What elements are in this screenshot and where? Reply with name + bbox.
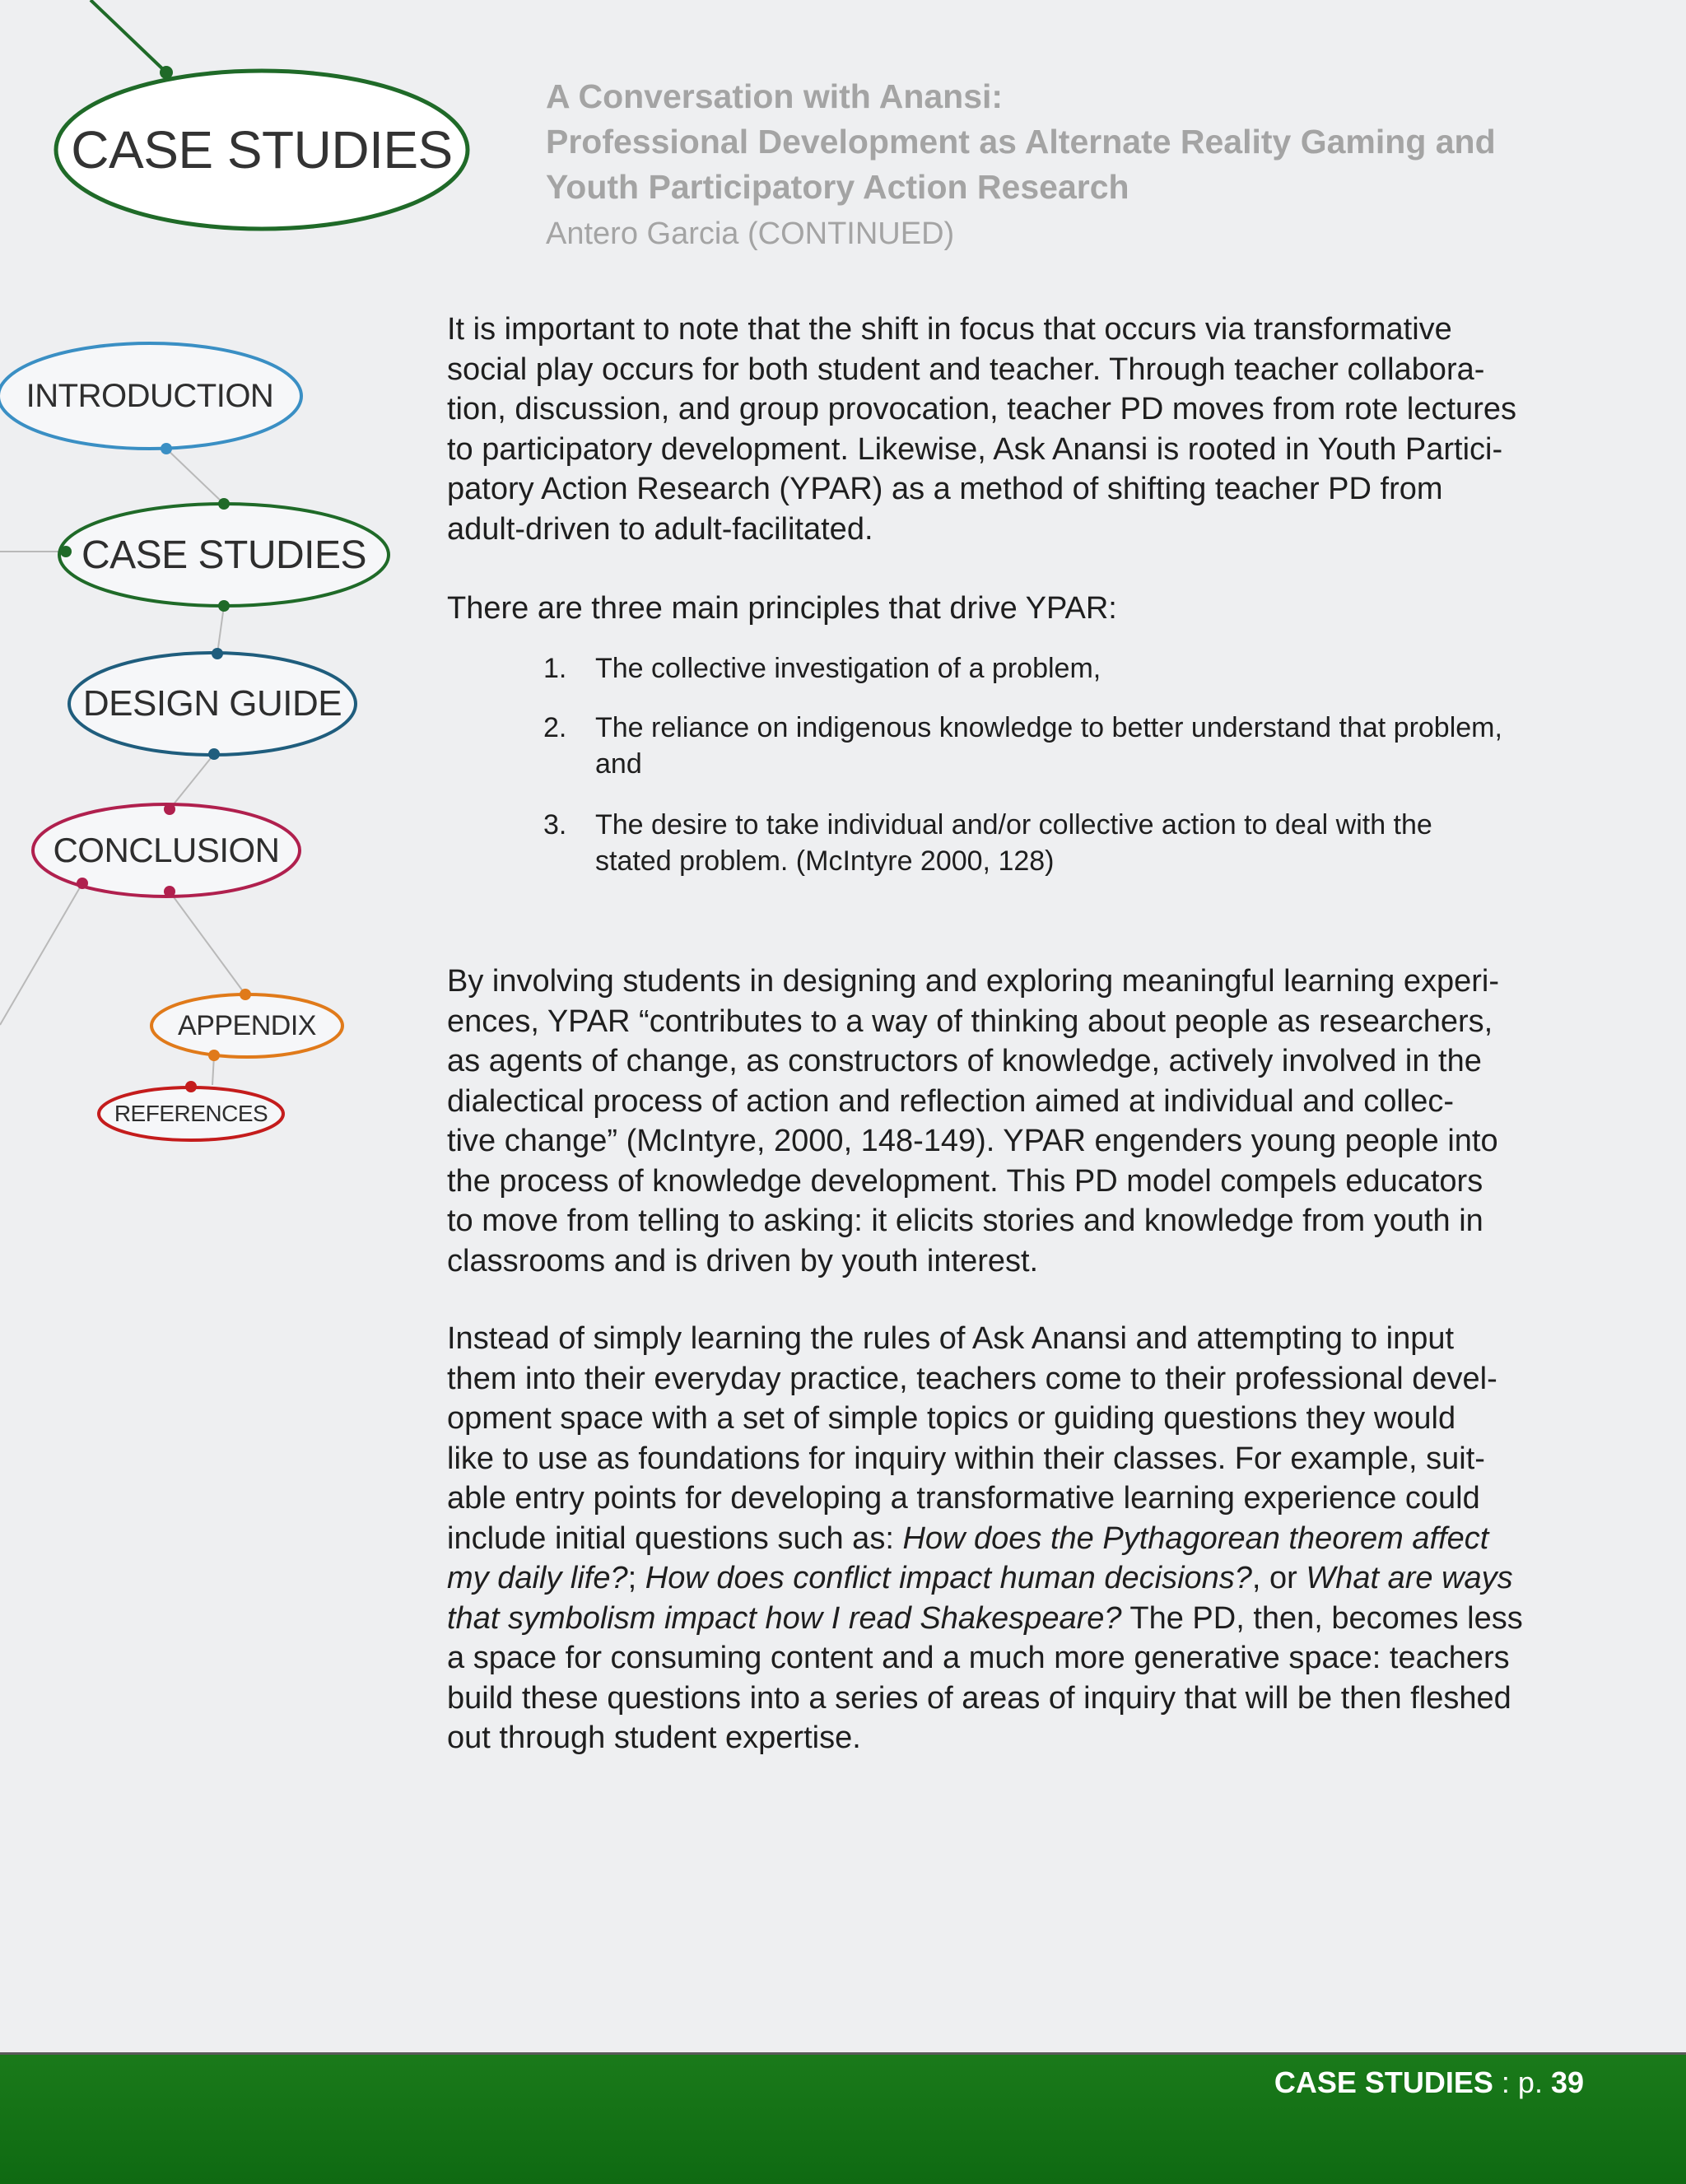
footer-section: CASE STUDIES bbox=[1274, 2065, 1493, 2099]
list-text: The desire to take individual and/or collective action to deal with the bbox=[595, 809, 1432, 841]
nav-appendix[interactable]: APPENDIX bbox=[178, 1009, 316, 1041]
list-number: 1. bbox=[543, 653, 567, 684]
list-number: 2. bbox=[543, 712, 567, 743]
italic-question: that symbolism impact how I read Shakespeare? bbox=[447, 1600, 1122, 1636]
article-title-line-3: Youth Participatory Action Research bbox=[546, 168, 1129, 206]
article-author: Antero Garcia (CONTINUED) bbox=[546, 217, 955, 251]
text-line: By involving students in designing and exploring meaningful learning experi- bbox=[447, 964, 1500, 999]
node-dot bbox=[212, 648, 223, 659]
text-line: Instead of simply learning the rules of Ask Anansi and attempting to input bbox=[447, 1321, 1455, 1356]
list-text: stated problem. (McIntyre 2000, 128) bbox=[595, 845, 1055, 877]
text-run: The PD, then, becomes less bbox=[1121, 1600, 1523, 1636]
article-title-line-2: Professional Development as Alternate Reality Gaming and bbox=[546, 123, 1496, 161]
footer-separator: : p. bbox=[1493, 2065, 1551, 2099]
text-run: , or bbox=[1251, 1561, 1306, 1595]
text-line: It is important to note that the shift in focus that occurs via transformative bbox=[447, 312, 1452, 347]
list-text: The collective investigation of a problem, bbox=[595, 653, 1101, 684]
node-dot bbox=[208, 1050, 220, 1061]
text-line: able entry points for developing a transformative learning experience could bbox=[447, 1481, 1480, 1516]
text-line: social play occurs for both student and teacher. Through teacher collabora- bbox=[447, 352, 1485, 387]
text-line: opment space with a set of simple topics or guiding questions they would bbox=[447, 1401, 1456, 1436]
list-number: 3. bbox=[543, 809, 567, 841]
text-line: classrooms and is driven by youth interest. bbox=[447, 1243, 1039, 1278]
node-dot bbox=[160, 66, 173, 79]
node-dot bbox=[164, 803, 175, 815]
footer-page-label bbox=[1274, 2065, 1584, 2101]
node-dot bbox=[77, 878, 88, 889]
node-dot bbox=[218, 600, 230, 612]
connector-line bbox=[0, 883, 82, 1025]
text-line: out through student expertise. bbox=[447, 1721, 861, 1755]
text-line: ences, YPAR “contributes to a way of thinking about people as researchers, bbox=[447, 1004, 1493, 1039]
node-dot bbox=[161, 443, 172, 454]
nav-case-studies[interactable]: CASE STUDIES bbox=[81, 533, 367, 577]
text-line: like to use as foundations for inquiry within their classes. For example, suit- bbox=[447, 1441, 1485, 1476]
nav-introduction[interactable]: INTRODUCTION bbox=[26, 377, 274, 414]
text-line: adult-driven to adult-facilitated. bbox=[447, 511, 873, 547]
article-title-line-1: A Conversation with Anansi: bbox=[546, 77, 1004, 115]
text-line: as agents of change, as constructors of knowledge, actively involved in the bbox=[447, 1044, 1482, 1078]
text-line: build these questions into a series of areas of inquiry that will be then fleshed bbox=[447, 1680, 1511, 1716]
node-dot bbox=[240, 989, 251, 1000]
italic-question: What are ways bbox=[1306, 1561, 1513, 1595]
paragraph-4 bbox=[447, 1319, 1600, 1758]
nav-references[interactable]: REFERENCES bbox=[114, 1101, 268, 1126]
nav-design-guide[interactable]: DESIGN GUIDE bbox=[82, 683, 342, 724]
text-line: dialectical process of action and reflection aimed at individual and collec- bbox=[447, 1083, 1455, 1119]
list-text: and bbox=[595, 748, 642, 780]
connector-line bbox=[170, 754, 214, 809]
article-header bbox=[546, 74, 1616, 254]
node-dot bbox=[185, 1081, 197, 1092]
italic-question: How does the Pythagorean theorem affect bbox=[902, 1520, 1489, 1556]
main-case-studies-badge: CASE STUDIES bbox=[71, 120, 453, 179]
paragraph-1 bbox=[447, 310, 1600, 549]
paragraph-3 bbox=[447, 962, 1600, 1281]
italic-question: How does conflict impact human decisions? bbox=[645, 1561, 1252, 1595]
nav-conclusion[interactable]: CONCLUSION bbox=[53, 831, 280, 869]
connector-line bbox=[217, 606, 224, 654]
text-line: tive change” (McIntyre, 2000, 148-149). YPAR engenders young people into bbox=[447, 1124, 1498, 1158]
footer-page-number: 39 bbox=[1550, 2065, 1584, 2099]
paragraph-2 bbox=[447, 589, 1600, 629]
text-line: tion, discussion, and group provocation, teacher PD moves from rote lectures bbox=[447, 392, 1516, 426]
text-line: them into their everyday practice, teachers come to their professional devel- bbox=[447, 1361, 1497, 1396]
text-line: There are three main principles that drive YPAR: bbox=[447, 591, 1117, 626]
node-dot bbox=[164, 886, 175, 897]
connector-line bbox=[166, 449, 224, 504]
text-line bbox=[447, 1599, 1600, 1639]
text-line: to move from telling to asking: it elicits stories and knowledge from youth in bbox=[447, 1204, 1483, 1238]
list-text: The reliance on indigenous knowledge to better understand that problem, bbox=[595, 712, 1502, 743]
text-line bbox=[447, 1558, 1600, 1599]
text-run: include initial questions such as: bbox=[447, 1520, 903, 1556]
text-line: to participatory development. Likewise, Ask Anansi is rooted in Youth Partici- bbox=[447, 431, 1503, 467]
node-dot bbox=[208, 748, 220, 760]
text-line: the process of knowledge development. This PD model compels educators bbox=[447, 1163, 1483, 1199]
connector-line bbox=[91, 0, 166, 72]
text-line: a space for consuming content and a much more generative space: teachers bbox=[447, 1641, 1510, 1675]
connector-line bbox=[170, 892, 245, 994]
text-line bbox=[447, 1519, 1600, 1559]
node-dot bbox=[218, 498, 230, 510]
text-line: patory Action Research (YPAR) as a method of shifting teacher PD from bbox=[447, 472, 1443, 506]
italic-question: my daily life? bbox=[447, 1561, 628, 1595]
text-run: ; bbox=[627, 1561, 645, 1595]
